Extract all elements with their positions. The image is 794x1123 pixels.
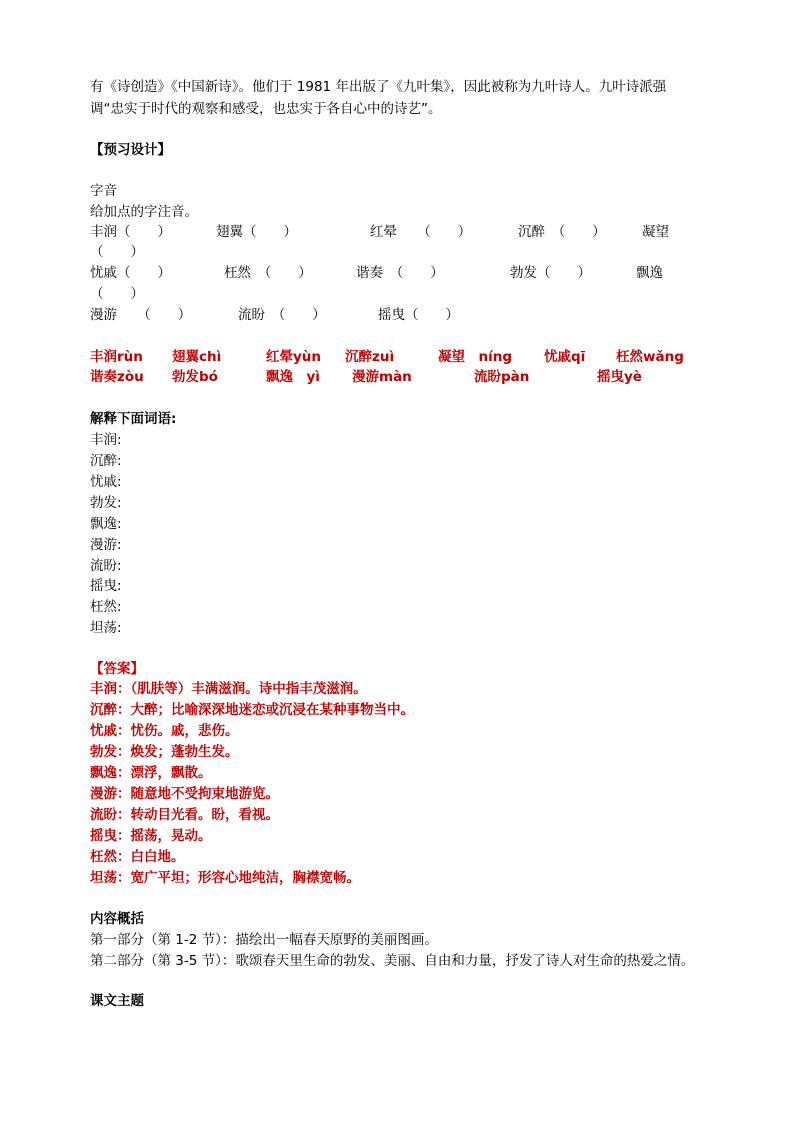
ziyin-answer: 忧戚qī: [544, 349, 586, 365]
ziyin-answer: 漫游màn: [352, 369, 412, 385]
answer-item: 漫游：随意地不受拘束地游览。: [90, 786, 279, 802]
ziyin-item: 沉醉 （ ）: [518, 224, 606, 240]
intro-line-1: 有《诗创造》《中国新诗》。他们于 1981 年出版了《九叶集》，因此被称为九叶诗人。九叶诗派强: [90, 79, 667, 95]
ziyin-item: 枉然 （ ）: [224, 265, 312, 281]
ziyin-item: 翅翼（ ）: [216, 224, 297, 240]
ziyin-item: 忧戚（ ）: [90, 265, 171, 281]
ziyin-answer: 丰润rùn: [90, 349, 143, 365]
ziyin-item: 流盼 （ ）: [238, 307, 326, 323]
ziyin-answer: 飘逸 yì: [266, 369, 320, 385]
jieshi-term: 枉然:: [90, 599, 122, 615]
jieshi-term: 忧戚:: [90, 474, 122, 490]
ziyin-item: 谐奏 （ ）: [356, 265, 444, 281]
answers-heading: 【答案】: [90, 661, 144, 677]
jieshi-term: 丰润:: [90, 432, 122, 448]
ziyin-answer: 沉醉zuì: [345, 349, 395, 365]
ziyin-answer: 摇曳yè: [597, 369, 642, 385]
ziyin-answer: 红晕yùn: [266, 349, 322, 365]
ziyin-answer: 凝望 níng: [438, 349, 513, 365]
ziyin-instruction: 给加点的字注音。: [90, 204, 198, 220]
ziyin-item: 红晕 （ ）: [370, 224, 472, 240]
ziyin-item: 漫游 （ ）: [90, 307, 192, 323]
answer-item: 勃发：焕发；蓬勃生发。: [90, 744, 239, 760]
jieshi-term: 飘逸:: [90, 516, 122, 532]
answer-item: 流盼：转动目光看。盼，看视。: [90, 807, 279, 823]
ziyin-item-wrap: （ ）: [90, 244, 144, 260]
ziyin-item: 勃发（ ）: [510, 265, 591, 281]
ziyin-item: 飘逸: [636, 265, 663, 281]
ziyin-item: 摇曳（ ）: [378, 307, 459, 323]
jieshi-term: 沉醉:: [90, 453, 122, 469]
answer-item: 枉然：白白地。: [90, 849, 185, 865]
jieshi-term: 漫游:: [90, 537, 122, 553]
answer-item: 摇曳：摇荡，晃动。: [90, 828, 212, 844]
ziyin-answer: 谐奏zòu: [90, 369, 144, 385]
jieshi-term: 坦荡:: [90, 620, 122, 636]
ziyin-item: 丰润（ ）: [90, 224, 171, 240]
neirong-heading: 内容概括: [90, 911, 144, 927]
ziyin-item-wrap: （ ）: [90, 286, 144, 302]
ziyin-answer: 翅翼chì: [172, 349, 222, 365]
ziyin-answer: 勃发bó: [172, 369, 218, 385]
theme-heading: 课文主题: [90, 993, 144, 1009]
jieshi-term: 流盼:: [90, 558, 122, 574]
answer-item: 丰润：（肌肤等）丰满滋润。诗中指丰茂滋润。: [90, 681, 367, 697]
jieshi-term: 勃发:: [90, 495, 122, 511]
jieshi-term: 摇曳:: [90, 578, 122, 594]
intro-line-2: 调“忠实于时代的观察和感受，也忠实于各自心中的诗艺”。: [90, 101, 442, 117]
answer-item: 坦荡：宽广平坦；形容心地纯洁，胸襟宽畅。: [90, 870, 360, 886]
ziyin-heading: 字音: [90, 183, 117, 199]
answer-item: 飘逸：漂浮，飘散。: [90, 765, 212, 781]
jieshi-heading: 解释下面词语:: [90, 411, 177, 427]
neirong-part-2: 第二部分（第 3-5 节）：歌颂春天里生命的勃发、美丽、自由和力量，抒发了诗人对生命的热爱之情。: [90, 953, 695, 969]
neirong-part-1: 第一部分（第 1-2 节）：描绘出一幅春天原野的美丽图画。: [90, 932, 438, 948]
ziyin-answer: 流盼pàn: [474, 369, 530, 385]
answer-item: 沉醉：大醉；比喻深深地迷恋或沉浸在某种事物当中。: [90, 702, 414, 718]
ziyin-answer: 枉然wǎng: [616, 349, 684, 365]
preview-heading: 【预习设计】: [90, 142, 171, 158]
ziyin-item: 凝望: [642, 224, 669, 240]
answer-item: 忧戚：忧伤。戚，悲伤。: [90, 723, 239, 739]
